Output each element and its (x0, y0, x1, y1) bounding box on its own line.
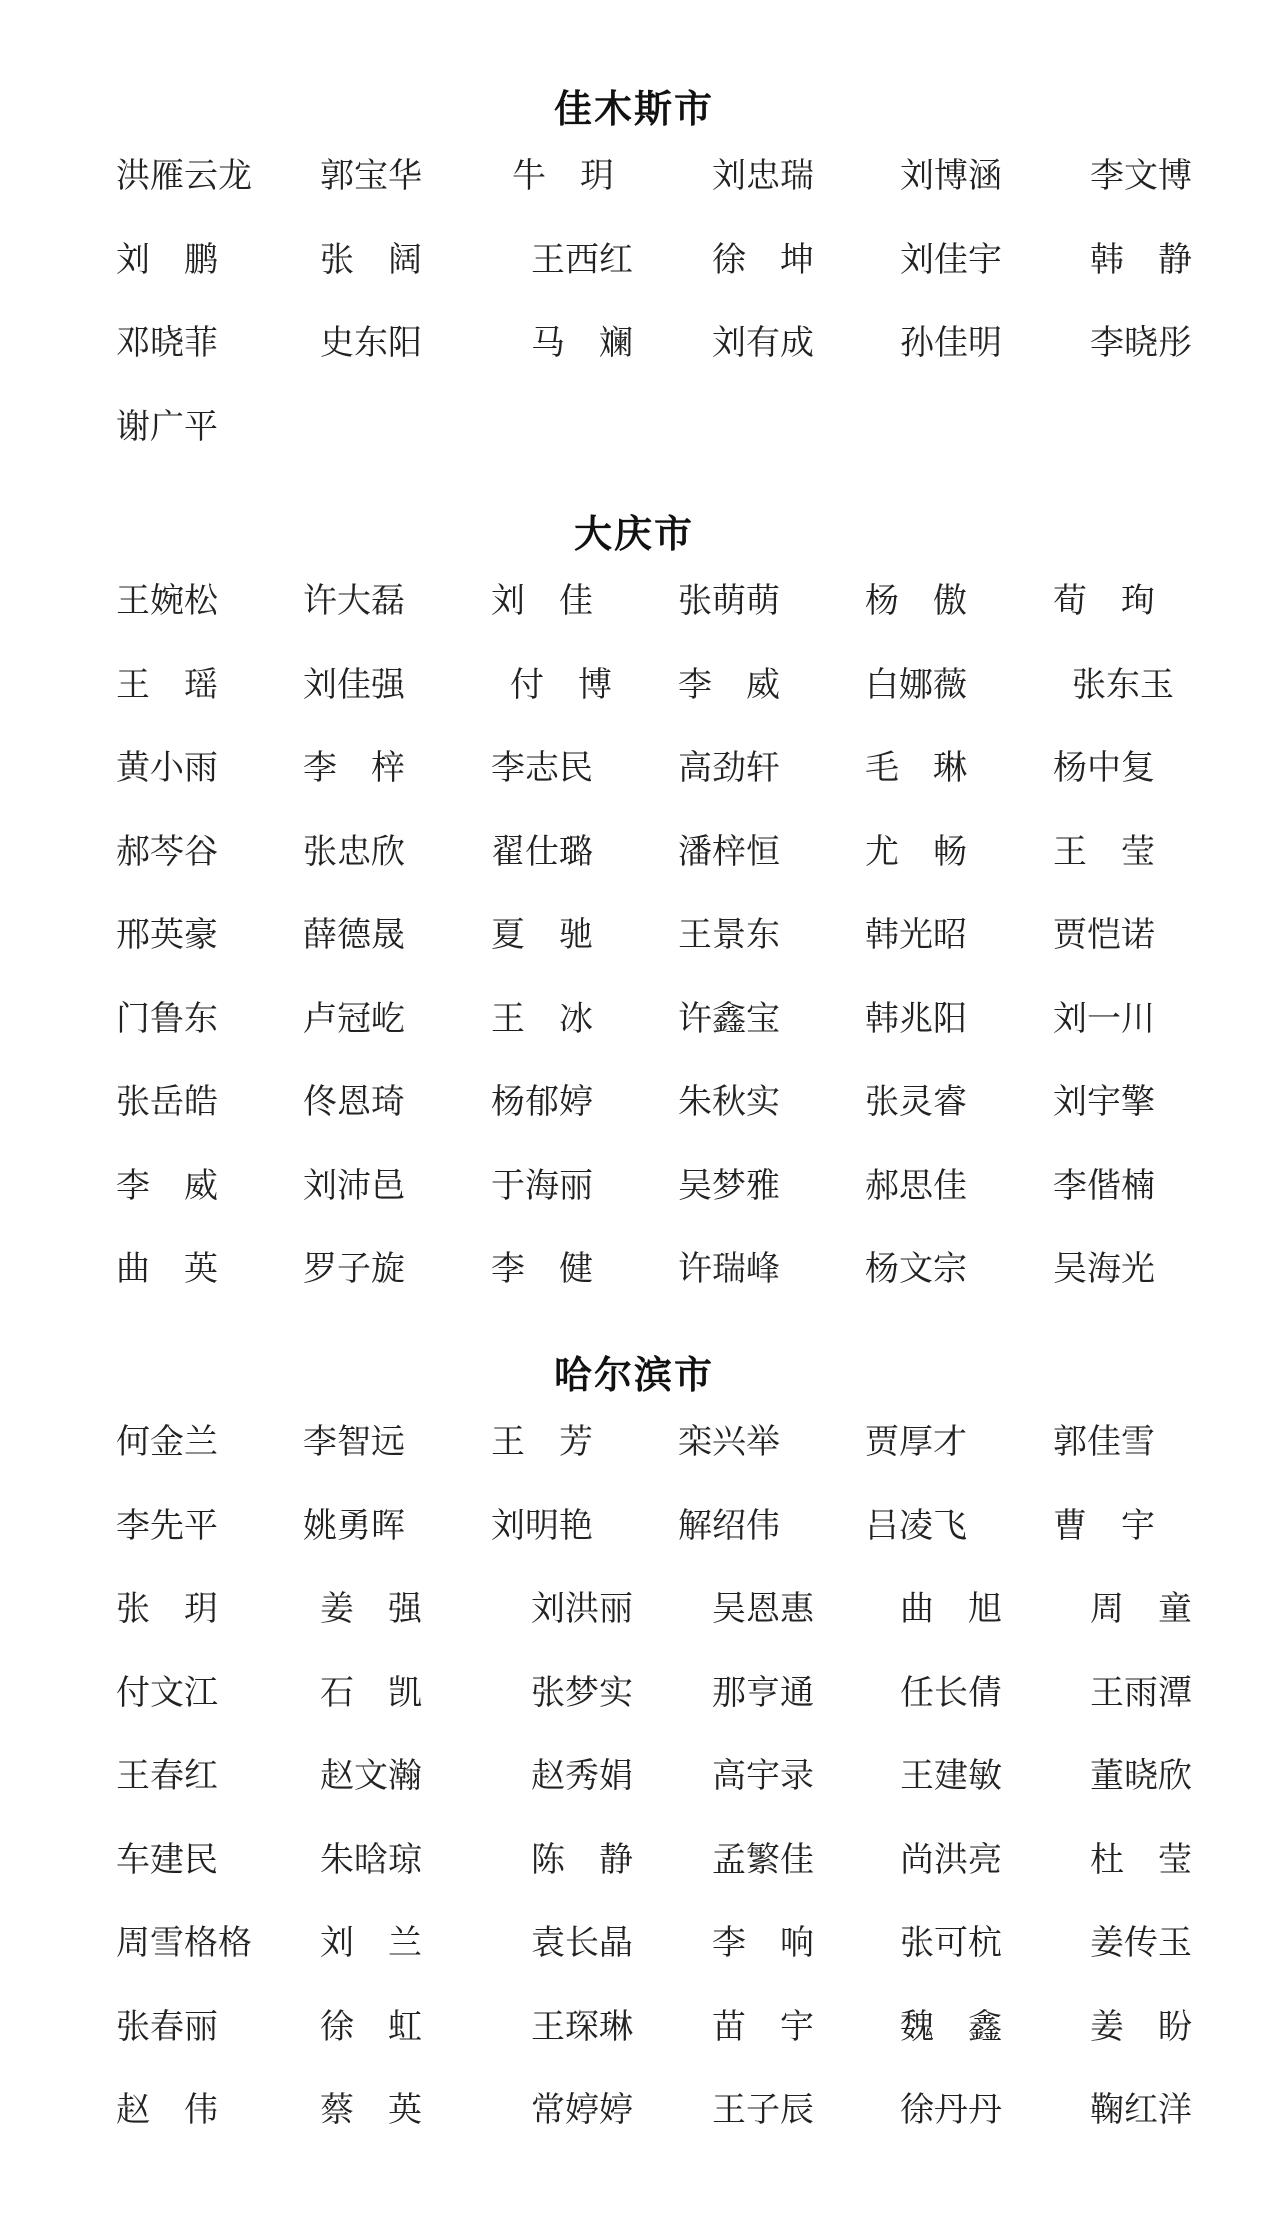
person-name: 王 瑶 (116, 664, 218, 705)
person-name: 贾恺诺 (1053, 915, 1155, 955)
person-name: 石 凯 (320, 1672, 422, 1713)
person-name: 何金兰 (116, 1422, 218, 1462)
name-row (0, 1583, 1268, 1635)
person-name: 刘 佳 (491, 581, 593, 621)
name-row (0, 317, 1268, 369)
person-name: 刘一川 (1053, 998, 1155, 1039)
person-name: 黄小雨 (116, 748, 218, 788)
person-name: 潘梓恒 (678, 831, 780, 872)
person-name: 李智远 (303, 1422, 405, 1462)
person-name: 付 博 (510, 664, 612, 705)
person-name: 李先平 (116, 1505, 218, 1546)
name-row (0, 659, 1268, 711)
name-row (0, 742, 1268, 794)
person-name: 李文博 (1090, 156, 1192, 196)
person-name: 鞠红洋 (1090, 2090, 1192, 2130)
person-name: 姚勇晖 (303, 1505, 405, 1546)
name-row (0, 1160, 1268, 1212)
person-name: 门鲁东 (116, 998, 218, 1039)
person-name: 栾兴举 (678, 1422, 780, 1462)
person-name: 王雨潭 (1090, 1672, 1192, 1713)
person-name: 张梦实 (531, 1672, 633, 1713)
person-name: 薛德晟 (303, 915, 405, 955)
name-row (0, 575, 1268, 627)
name-row (0, 909, 1268, 961)
person-name: 周雪格格 (116, 1923, 252, 1963)
person-name: 刘 兰 (320, 1923, 422, 1963)
person-name: 赵文瀚 (320, 1756, 422, 1796)
person-name: 李 响 (712, 1923, 814, 1963)
person-name: 王 冰 (491, 998, 593, 1039)
person-name: 李 威 (678, 664, 780, 705)
person-name: 史东阳 (320, 323, 422, 363)
person-name: 张春丽 (116, 2006, 218, 2047)
person-name: 徐 虹 (320, 2006, 422, 2047)
person-name: 李 健 (491, 1249, 593, 1289)
person-name: 李晓彤 (1090, 323, 1192, 363)
name-row (0, 1500, 1268, 1552)
person-name: 车建民 (116, 1839, 218, 1880)
person-name: 姜 盼 (1090, 2006, 1192, 2047)
person-name: 罗子旋 (303, 1249, 405, 1289)
person-name: 刘明艳 (491, 1505, 593, 1546)
person-name: 那亨通 (712, 1672, 814, 1713)
person-name: 马 斓 (531, 323, 633, 363)
person-name: 姜传玉 (1090, 1923, 1192, 1963)
name-row (0, 1076, 1268, 1128)
name-row (0, 1667, 1268, 1719)
person-name: 张可杭 (900, 1923, 1002, 1963)
person-name: 刘佳宇 (900, 239, 1002, 280)
name-row (0, 150, 1268, 202)
person-name: 付文江 (116, 1672, 218, 1713)
person-name: 贾厚才 (865, 1422, 967, 1462)
person-name: 吴海光 (1053, 1249, 1155, 1289)
person-name: 董晓欣 (1090, 1756, 1192, 1796)
name-row (0, 1243, 1268, 1295)
person-name: 王西红 (531, 239, 633, 280)
person-name: 刘 鹏 (116, 239, 218, 280)
person-name: 郝芩谷 (116, 831, 218, 872)
person-name: 袁长晶 (531, 1923, 633, 1963)
person-name: 尚洪亮 (900, 1839, 1002, 1880)
person-name: 刘博涵 (900, 156, 1002, 196)
person-name: 王春红 (116, 1756, 218, 1796)
person-name: 徐丹丹 (900, 2090, 1002, 2130)
person-name: 朱晗琼 (320, 1839, 422, 1880)
name-row (0, 2001, 1268, 2053)
name-row (0, 2084, 1268, 2136)
person-name: 李偕楠 (1053, 1165, 1155, 1206)
person-name: 姜 强 (320, 1589, 422, 1629)
person-name: 王景东 (678, 915, 780, 955)
person-name: 苗 宇 (712, 2006, 814, 2047)
person-name: 张 玥 (116, 1589, 218, 1629)
section-title: 大庆市 (573, 511, 694, 556)
person-name: 李志民 (491, 748, 593, 788)
person-name: 王子辰 (712, 2090, 814, 2130)
person-name: 杜 莹 (1090, 1839, 1192, 1880)
person-name: 曹 宇 (1053, 1505, 1155, 1546)
person-name: 杨中复 (1053, 748, 1155, 788)
person-name: 牛 玥 (512, 156, 614, 196)
section-title: 佳木斯市 (553, 86, 714, 131)
person-name: 吴梦雅 (678, 1165, 780, 1206)
person-name: 卢冠屹 (303, 998, 405, 1039)
person-name: 孙佳明 (900, 323, 1002, 363)
name-row (0, 993, 1268, 1045)
person-name: 解绍伟 (678, 1505, 780, 1546)
person-name: 张岳皓 (116, 1082, 218, 1122)
person-name: 张 阔 (320, 239, 422, 280)
name-row (0, 1834, 1268, 1886)
person-name: 韩光昭 (865, 915, 967, 955)
person-name: 周 童 (1090, 1589, 1192, 1629)
person-name: 陈 静 (531, 1839, 633, 1880)
person-name: 许瑞峰 (678, 1249, 780, 1289)
person-name: 郭宝华 (320, 156, 422, 196)
name-row (0, 1917, 1268, 1969)
section-title: 哈尔滨市 (553, 1352, 714, 1397)
person-name: 孟繁佳 (712, 1839, 814, 1880)
name-row (0, 234, 1268, 286)
person-name: 王建敏 (900, 1756, 1002, 1796)
person-name: 洪雁云龙 (116, 156, 252, 196)
person-name: 郭佳雪 (1053, 1422, 1155, 1462)
person-name: 王琛琳 (531, 2006, 633, 2047)
person-name: 曲 英 (116, 1249, 218, 1289)
person-name: 王 芳 (491, 1422, 593, 1462)
person-name: 佟恩琦 (303, 1082, 405, 1122)
person-name: 许鑫宝 (678, 998, 780, 1039)
name-row (0, 1750, 1268, 1802)
person-name: 张忠欣 (303, 831, 405, 872)
person-name: 翟仕璐 (491, 831, 593, 872)
person-name: 张萌萌 (678, 581, 780, 621)
person-name: 任长倩 (900, 1672, 1002, 1713)
person-name: 曲 旭 (900, 1589, 1002, 1629)
person-name: 吴恩惠 (712, 1589, 814, 1629)
person-name: 荀 珣 (1053, 581, 1155, 621)
person-name: 高劲轩 (678, 748, 780, 788)
person-name: 谢广平 (116, 406, 218, 447)
person-name: 邓晓菲 (116, 323, 218, 363)
person-name: 魏 鑫 (900, 2006, 1002, 2047)
person-name: 赵 伟 (116, 2090, 218, 2130)
person-name: 杨文宗 (865, 1249, 967, 1289)
person-name: 王 莹 (1053, 831, 1155, 872)
person-name: 白娜薇 (865, 664, 967, 705)
person-name: 朱秋实 (678, 1082, 780, 1122)
person-name: 许大磊 (303, 581, 405, 621)
person-name: 蔡 英 (320, 2090, 422, 2130)
person-name: 李 威 (116, 1165, 218, 1206)
person-name: 王婉松 (116, 581, 218, 621)
person-name: 韩兆阳 (865, 998, 967, 1039)
person-name: 刘宇擎 (1053, 1082, 1155, 1122)
person-name: 于海丽 (491, 1165, 593, 1206)
person-name: 夏 驰 (491, 915, 593, 955)
person-name: 刘忠瑞 (712, 156, 814, 196)
person-name: 张东玉 (1072, 664, 1174, 705)
person-name: 韩 静 (1090, 239, 1192, 280)
person-name: 刘有成 (712, 323, 814, 363)
person-name: 刘沛邑 (303, 1165, 405, 1206)
person-name: 杨 傲 (865, 581, 967, 621)
person-name: 邢英豪 (116, 915, 218, 955)
person-name: 高宇录 (712, 1756, 814, 1796)
name-row (0, 1416, 1268, 1468)
person-name: 郝思佳 (865, 1165, 967, 1206)
person-name: 常婷婷 (531, 2090, 633, 2130)
person-name: 张灵睿 (865, 1082, 967, 1122)
person-name: 毛 琳 (865, 748, 967, 788)
name-row (0, 826, 1268, 878)
person-name: 徐 坤 (712, 239, 814, 280)
person-name: 刘洪丽 (531, 1589, 633, 1629)
person-name: 尤 畅 (865, 831, 967, 872)
person-name: 刘佳强 (303, 664, 405, 705)
person-name: 李 梓 (303, 748, 405, 788)
person-name: 杨郁婷 (491, 1082, 593, 1122)
name-row (0, 401, 1268, 453)
person-name: 赵秀娟 (531, 1756, 633, 1796)
person-name: 吕凌飞 (865, 1505, 967, 1546)
